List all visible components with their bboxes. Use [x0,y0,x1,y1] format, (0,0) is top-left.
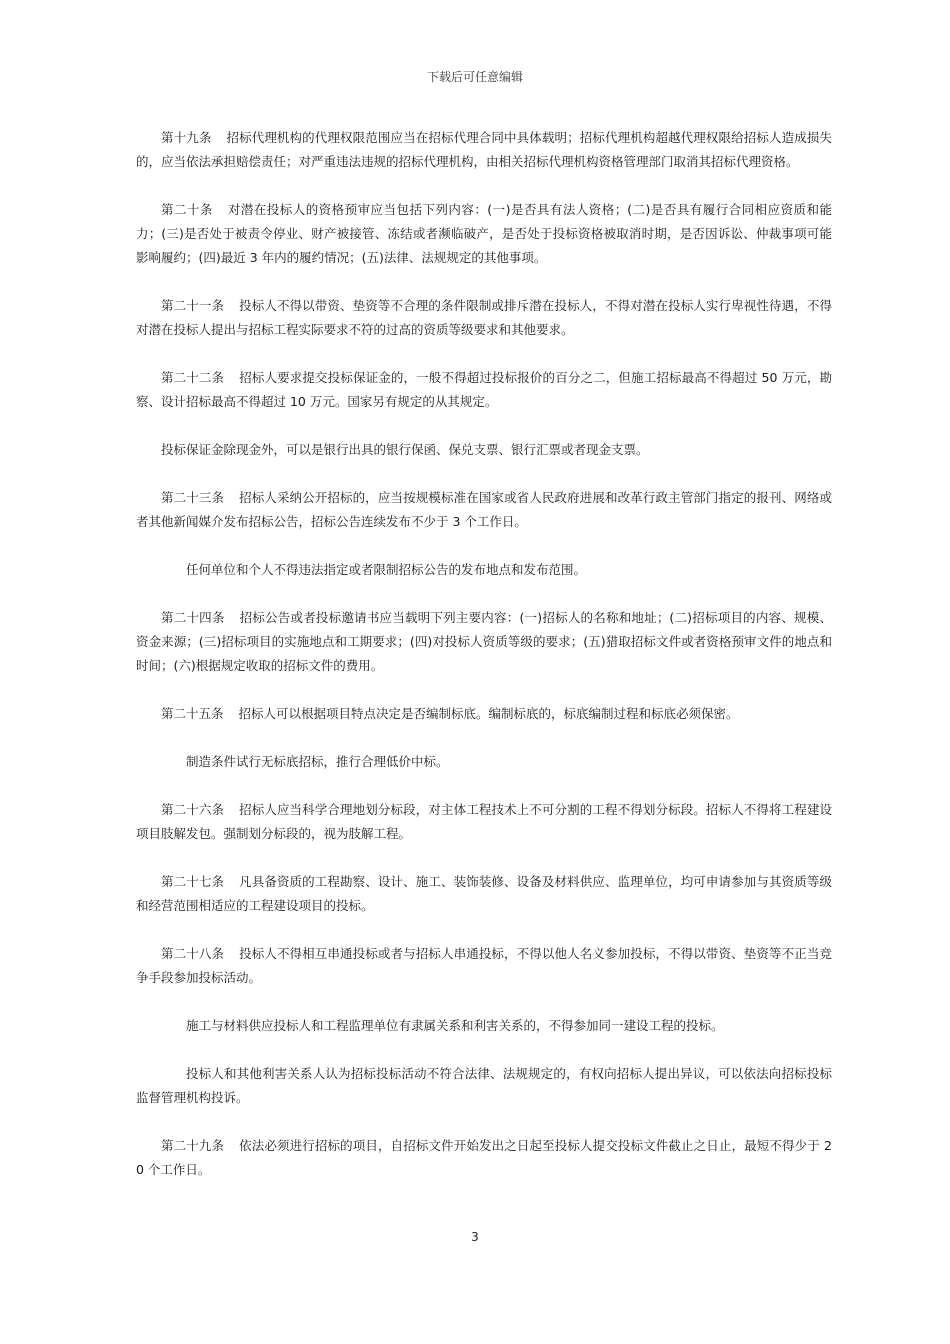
article-number: 第二十七条 [161,874,225,889]
article-text: 凡具备资质的工程勘察、设计、施工、装饰装修、设备及材料供应、监理单位，均可申请参加与其资质等级和经营范围相适应的工程建设项目的投标。 [136,874,832,913]
article-text: 招标代理机构的代理权限范围应当在招标代理合同中具体载明；招标代理机构超越代理权限给招标人造成损失的，应当依法承担赔偿责任；对严重违法违规的招标代理机构，由相关招标代理机构资格管理部门取消其招标代理资格。 [136,130,832,169]
paragraph-art27 [136,870,832,918]
article-text: 制造条件试行无标底招标，推行合理低价中标。 [186,754,449,769]
paragraph-art28 [136,942,832,990]
article-number: 第十九条 [161,130,212,145]
document-body [136,126,832,1206]
article-text: 投标保证金除现金外，可以是银行出具的银行保函、保兑支票、银行汇票或者现金支票。 [161,442,649,457]
paragraph-art23 [136,486,832,534]
paragraph-art22 [136,366,832,414]
article-text: 依法必须进行招标的项目，自招标文件开始发出之日起至投标人提交投标文件截止之日止，最短不得少于 20 个工作日。 [136,1138,832,1177]
article-text: 对潜在投标人的资格预审应当包括下列内容：(一)是否具有法人资格；(二)是否具有履行合同相应资质和能力；(三)是否处于被责令停业、财产被接管、冻结或者濒临破产，是否处于投标资格被取消时期，是否因诉讼、仲裁事项可能影响履约；(四)最近 3 年内的履约情况；(五)法律、法规规定的其他事项。 [136,202,832,265]
paragraph-art24 [136,606,832,678]
article-text: 投标人和其他利害关系人认为招标投标活动不符合法律、法规规定的，有权向招标人提出异议，可以依法向招标投标监督管理机构投诉。 [136,1066,832,1105]
article-number: 第二十九条 [161,1138,225,1153]
paragraph-art21 [136,294,832,342]
paragraph-art28-sub2 [136,1062,832,1110]
article-text: 招标人应当科学合理地划分标段，对主体工程技术上不可分割的工程不得划分标段。招标人不得将工程建设项目肢解发包。强制划分标段的，视为肢解工程。 [136,802,832,841]
paragraph-art29 [136,1134,832,1182]
paragraph-art23-sub [136,558,832,582]
article-text: 投标人不得相互串通投标或者与招标人串通投标，不得以他人名义参加投标，不得以带资、垫资等不正当竞争手段参加投标活动。 [136,946,832,985]
article-text: 施工与材料供应投标人和工程监理单位有隶属关系和利害关系的，不得参加同一建设工程的投标。 [186,1018,724,1033]
article-number: 第二十五条 [161,706,224,721]
page-number: 3 [471,1230,479,1244]
article-text: 投标人不得以带资、垫资等不合理的条件限制或排斥潜在投标人，不得对潜在投标人实行卑视性待遇，不得对潜在投标人提出与招标工程实际要求不符的过高的资质等级要求和其他要求。 [136,298,832,337]
article-number: 第二十一条 [161,298,225,313]
article-text: 招标公告或者投标邀请书应当载明下列主要内容：(一)招标人的名称和地址；(二)招标项目的内容、规模、资金来源；(三)招标项目的实施地点和工期要求；(四)对投标人资质等级的要求；(五)猎取招标文件或者资格预审文件的地点和时间；(六)根据规定收取的招标文件的费用。 [136,610,832,673]
paragraph-art25 [136,702,832,726]
paragraph-art22-guarantee [136,438,832,462]
paragraph-art20 [136,198,832,270]
article-text: 招标人可以根据项目特点决定是否编制标底。编制标底的，标底编制过程和标底必须保密。 [238,706,739,721]
paragraph-art28-sub1 [136,1014,832,1038]
article-number: 第二十八条 [161,946,225,961]
article-number: 第二十六条 [161,802,225,817]
article-number: 第二十三条 [161,490,225,505]
article-text: 招标人要求提交投标保证金的，一般不得超过投标报价的百分之二，但施工招标最高不得超过 50 万元，勘察、设计招标最高不得超过 10 万元。国家另有规定的从其规定。 [136,370,832,409]
article-text: 任何单位和个人不得违法指定或者限制招标公告的发布地点和发布范围。 [186,562,587,577]
article-number: 第二十四条 [161,610,225,625]
article-text: 招标人采纳公开招标的，应当按规模标准在国家或省人民政府进展和改革行政主管部门指定的报刊、网络或者其他新闻媒介发布招标公告，招标公告连续发布不少于 3 个工作日。 [136,490,832,529]
paragraph-art26 [136,798,832,846]
page-header: 下载后可任意编辑 [426,70,523,84]
paragraph-art19 [136,126,832,174]
paragraph-art25-sub [136,750,832,774]
article-number: 第二十二条 [161,370,225,385]
article-number: 第二十条 [161,202,213,217]
